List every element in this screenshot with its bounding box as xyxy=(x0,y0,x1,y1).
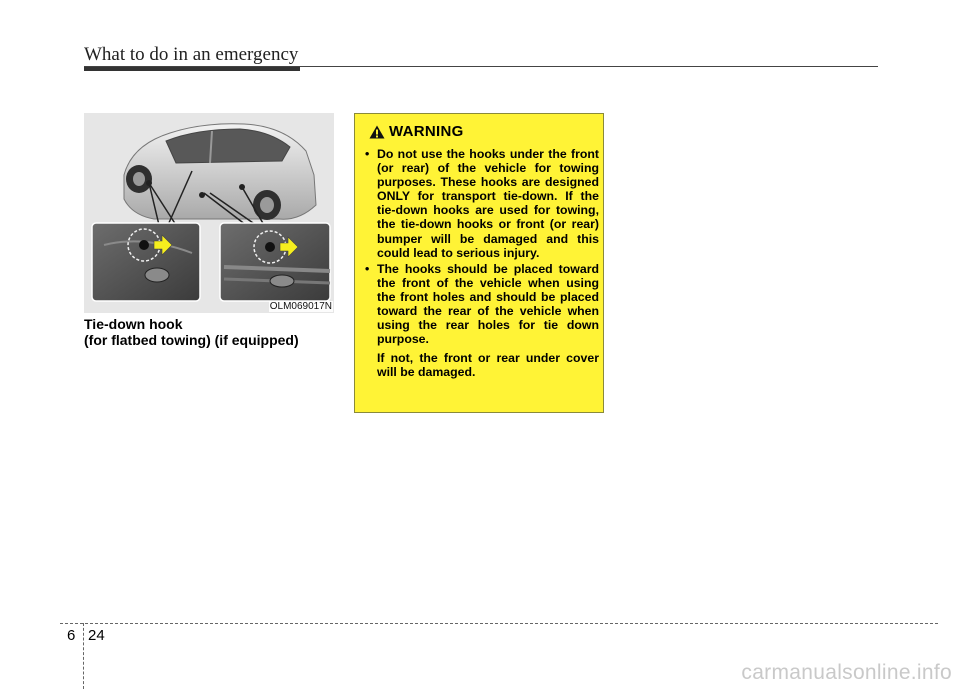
tie-down-hook-figure xyxy=(84,113,334,313)
footer-divider xyxy=(83,623,84,689)
figure-caption xyxy=(84,316,299,348)
warning-header xyxy=(369,123,464,140)
header-title: What to do in an emergency xyxy=(84,44,299,65)
bullet-dot: • xyxy=(365,147,370,161)
page-number: 24 xyxy=(88,627,105,644)
caption-line-1: Tie-down hook xyxy=(84,316,183,332)
bullet-dot: • xyxy=(365,261,370,276)
caption-line-2: (for flatbed towing) (if equipped) xyxy=(84,332,299,348)
watermark: carmanualsonline.info xyxy=(741,661,952,684)
figure-code: OLM069017N xyxy=(269,301,332,312)
section-number: 6 xyxy=(67,627,76,644)
car-illustration xyxy=(84,113,334,313)
warning-bullet xyxy=(365,262,599,347)
warning-title: WARNING xyxy=(389,123,464,140)
warning-box xyxy=(354,113,604,413)
warning-bullet-text: Do not use the hooks under the front (or rear) of the vehicle for towing purposes. These hooks are designed ONLY for transport tie-down. If the tie-down hooks are used for towing, the tie-down hooks or front (or rear) bumper will be damaged and this could lead to serious injury. xyxy=(377,147,599,260)
warning-follow-up: If not, the front or rear under cover will be damaged. xyxy=(377,351,599,380)
warning-bullet-text: The hooks should be placed toward the front of the vehicle when using the front holes and should be placed toward the rear of the vehicle when using the rear holes for tie down purpose. xyxy=(377,261,599,347)
header-rule-accent xyxy=(84,67,300,71)
footer-rule xyxy=(60,623,938,624)
warning-body xyxy=(365,147,599,380)
warning-triangle-icon xyxy=(369,125,385,139)
warning-bullet xyxy=(365,147,599,260)
